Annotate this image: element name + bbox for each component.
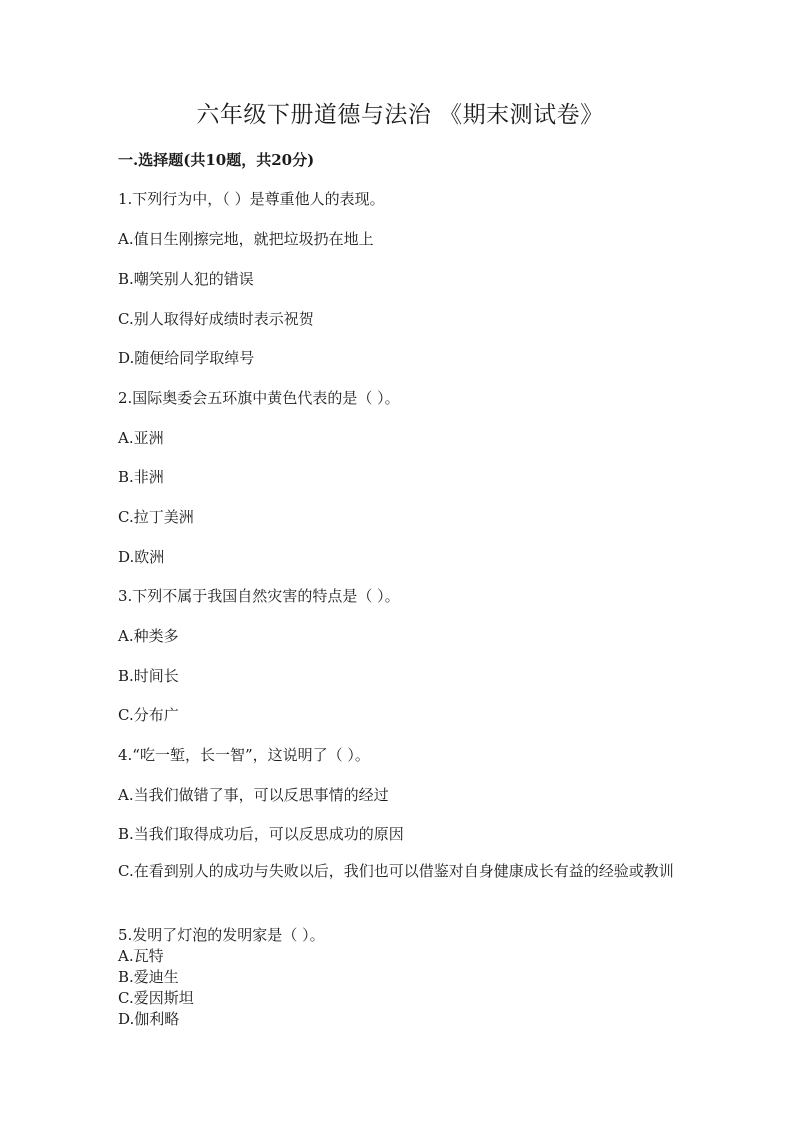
question-4-option-b: B.当我们取得成功后，可以反思成功的原因 <box>118 825 404 843</box>
question-1-option-d: D.随便给同学取绰号 <box>118 349 255 367</box>
question-5-option-a: A.瓦特 <box>118 947 164 965</box>
question-4-option-a: A.当我们做错了事，可以反思事情的经过 <box>118 786 389 804</box>
question-2-option-d: D.欧洲 <box>118 548 165 566</box>
question-1-option-b: B.嘲笑别人犯的错误 <box>118 270 254 288</box>
question-5-stem: 5.发明了灯泡的发明家是（ ）。 <box>118 926 325 944</box>
question-2-stem: 2.国际奥委会五环旗中黄色代表的是（ ）。 <box>118 389 400 407</box>
question-2-option-a: A.亚洲 <box>118 429 164 447</box>
question-1-option-a: A.值日生刚擦完地，就把垃圾扔在地上 <box>118 230 374 248</box>
question-4-option-c: C.在看到别人的成功与失败以后，我们也可以借鉴对自身健康成长有益的经验或教训 <box>118 862 674 880</box>
question-1-stem: 1.下列行为中，（ ）是尊重他人的表现。 <box>118 190 385 208</box>
question-3-stem: 3.下列不属于我国自然灾害的特点是（ ）。 <box>118 587 400 605</box>
page-title: 六年级下册道德与法治 《期末测试卷》 <box>196 102 604 128</box>
question-3-option-c: C.分布广 <box>118 706 179 724</box>
question-5-option-c: C.爱因斯坦 <box>118 989 194 1007</box>
question-3-option-b: B.时间长 <box>118 667 179 685</box>
section-heading: 一.选择题(共10题，共20分) <box>118 151 315 169</box>
question-5-option-d: D.伽利略 <box>118 1010 180 1028</box>
question-1-option-c: C.别人取得好成绩时表示祝贺 <box>118 310 314 328</box>
question-4-stem: 4.“吃一堑，长一智”，这说明了（ ）。 <box>118 746 370 764</box>
question-2-option-b: B.非洲 <box>118 468 164 486</box>
question-3-option-a: A.种类多 <box>118 627 179 645</box>
question-2-option-c: C.拉丁美洲 <box>118 508 194 526</box>
question-5-option-b: B.爱迪生 <box>118 968 179 986</box>
